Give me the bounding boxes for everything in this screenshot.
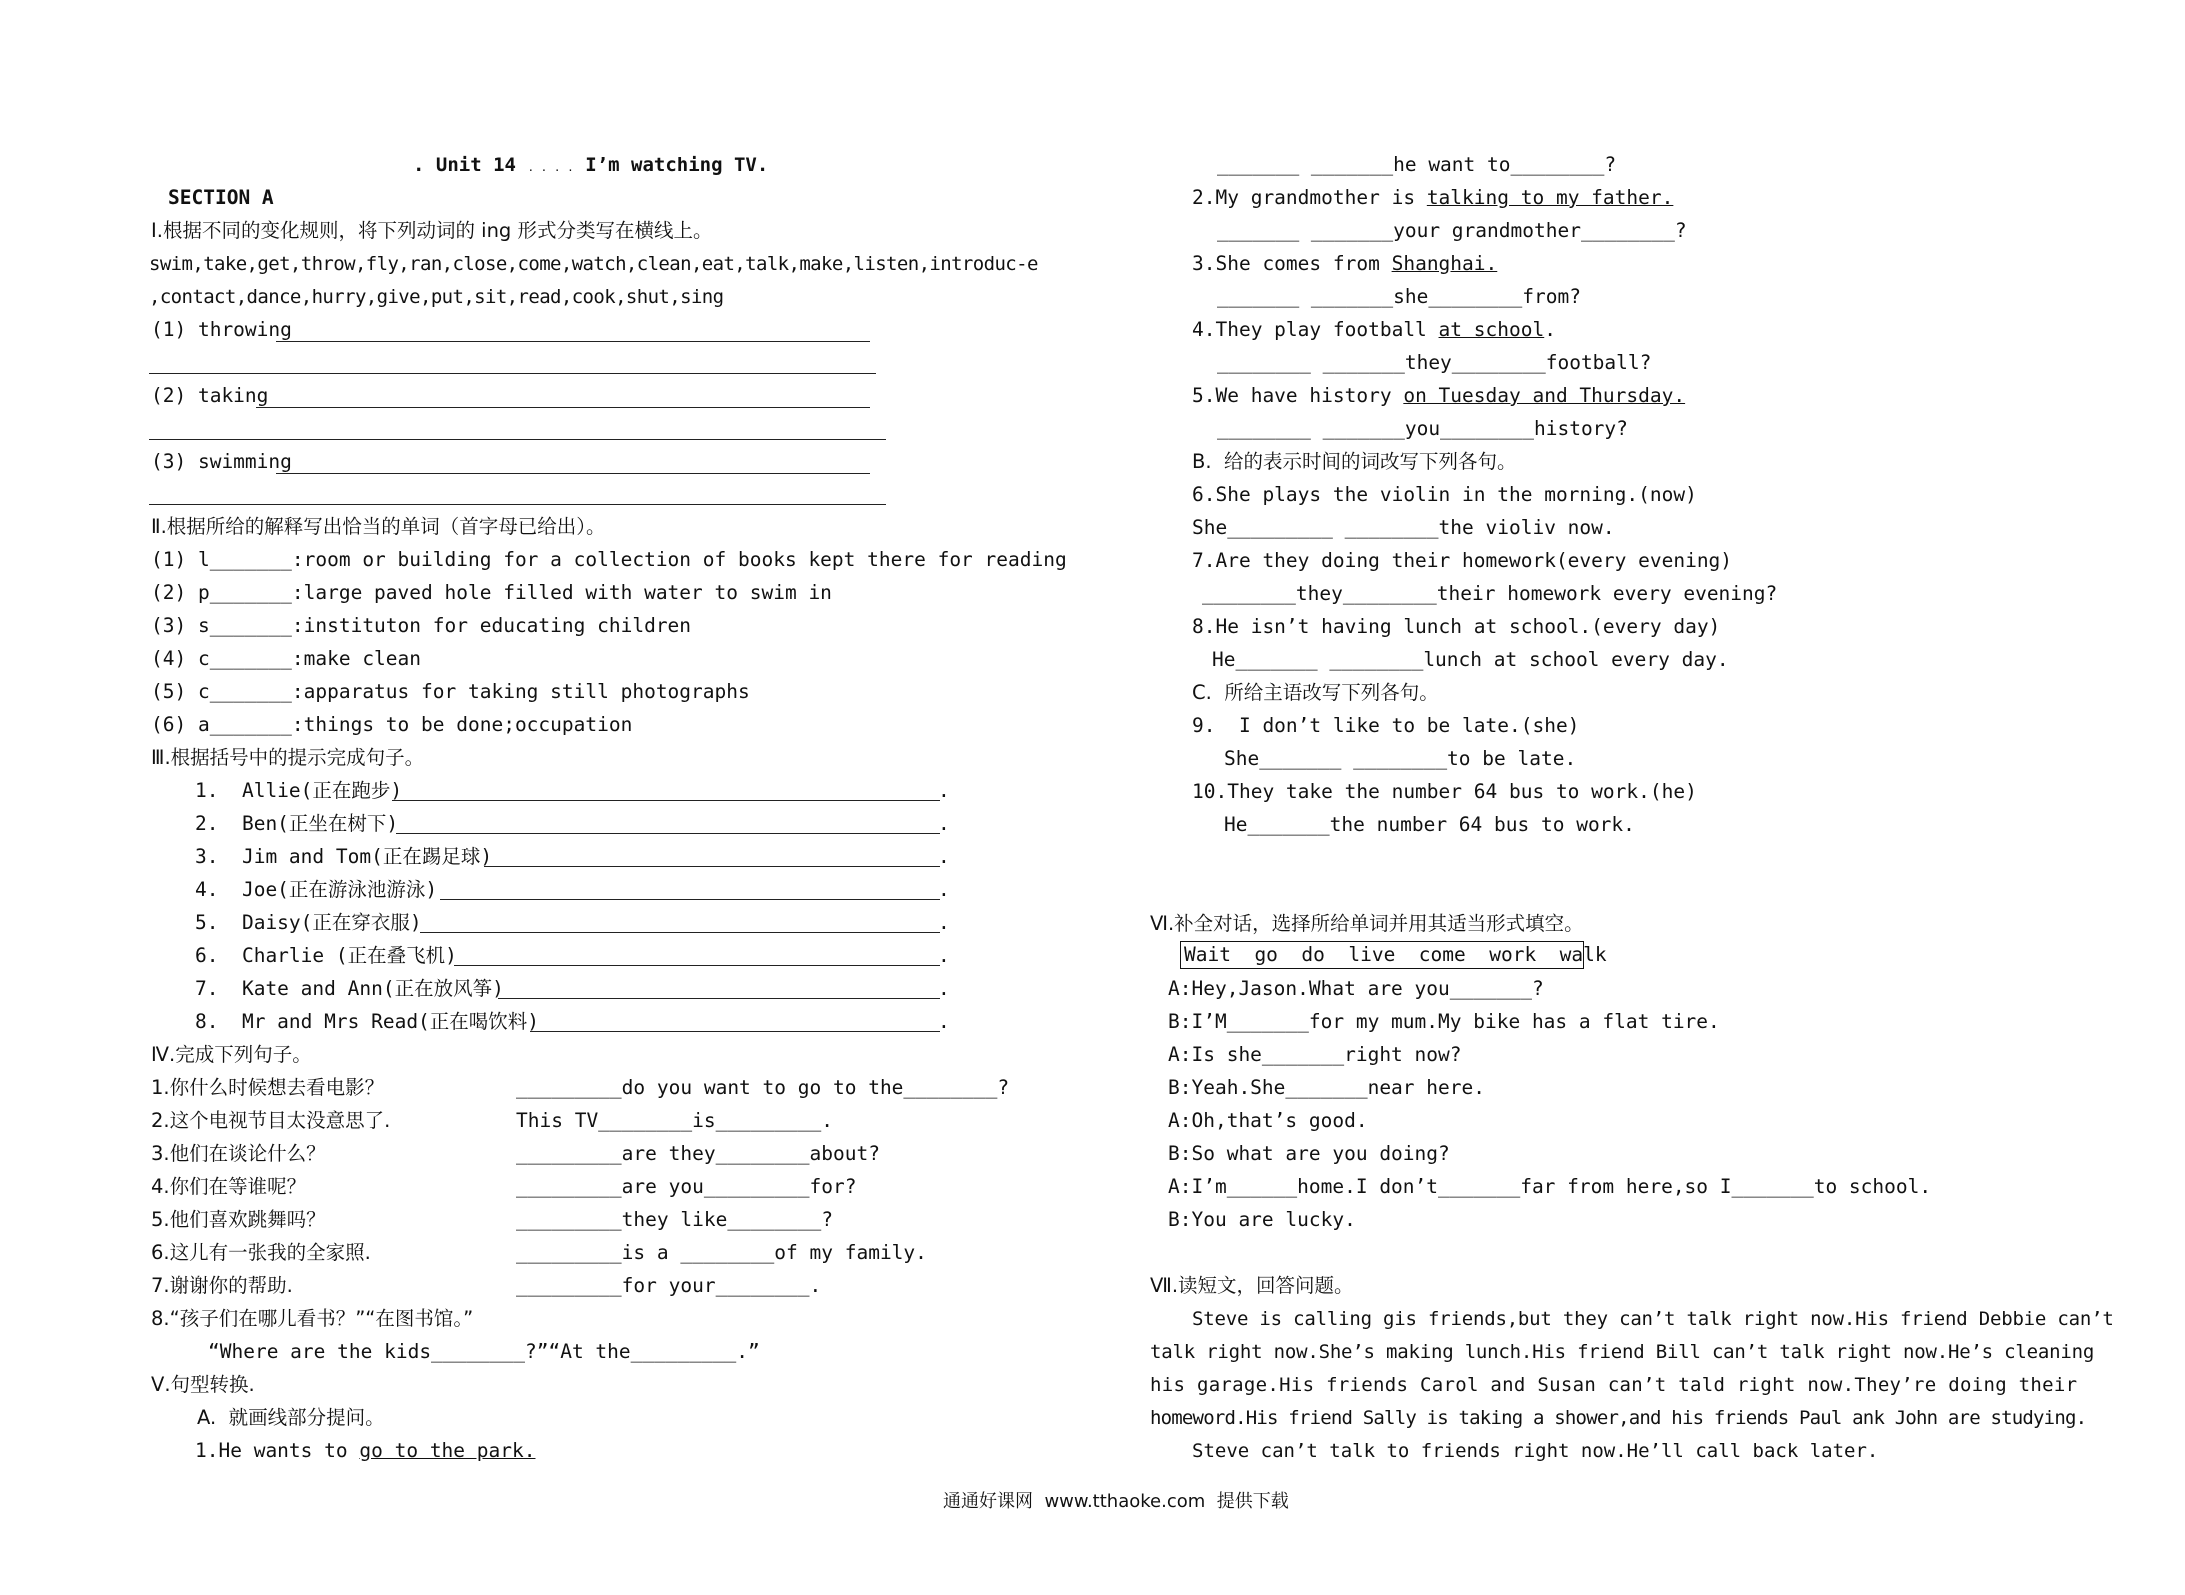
part5-heading: Ⅴ.句型转换. bbox=[151, 1373, 255, 1396]
answer-line bbox=[149, 373, 876, 374]
title-lead-dot: . bbox=[413, 154, 425, 176]
answer-line bbox=[392, 800, 940, 801]
dialogue-line: A:Hey,Jason.What are you_______? bbox=[1168, 977, 1544, 1000]
part5-q1 bbox=[195, 1439, 535, 1463]
part3-item: 5. Daisy(正在穿衣服) bbox=[195, 911, 422, 934]
answer-line bbox=[420, 932, 940, 933]
dialogue-line: B:Yeah.She_______near here. bbox=[1168, 1076, 1485, 1099]
sentence-end-period: . bbox=[938, 878, 950, 901]
part5-r8: He_______ ________lunch at school every day. bbox=[1212, 648, 1729, 671]
part4-cn: 5.他们喜欢跳舞吗？ bbox=[151, 1208, 326, 1231]
sentence-end-period: . bbox=[938, 779, 950, 802]
part5-q7: 7.Are they doing their homework(every evening) bbox=[1192, 549, 1733, 572]
dialogue-line: A:Oh,that’s good. bbox=[1168, 1109, 1368, 1132]
part2-item: (2) p_______:large paved hole filled with water to swim in bbox=[151, 581, 832, 604]
part4-cn: 4.你们在等谁呢？ bbox=[151, 1175, 307, 1198]
part1-item-2: (2) taking bbox=[151, 384, 269, 407]
part2-item: (5) c_______:apparatus for taking still photographs bbox=[151, 680, 750, 703]
part5-r10: He_______the number 64 bus to work. bbox=[1224, 813, 1635, 836]
part2-item: (6) a_______:things to be done;occupation bbox=[151, 713, 633, 736]
answer-line bbox=[454, 965, 940, 966]
part5-r9: She_______ ________to be late. bbox=[1224, 747, 1577, 770]
dialogue-line: A:Is she_______right now? bbox=[1168, 1043, 1462, 1066]
sentence-end-period: . bbox=[938, 977, 950, 1000]
passage-line: talk right now.She’s making lunch.His friend Bill can’t talk right now.He’s cleaning bbox=[1150, 1341, 2095, 1363]
part2-item: (4) c_______:make clean bbox=[151, 647, 422, 670]
part4-heading: Ⅳ.完成下列句子。 bbox=[151, 1043, 312, 1066]
title-text: I’m watching TV. bbox=[585, 154, 769, 176]
q1-text: 1.He wants to bbox=[195, 1439, 360, 1462]
q4-underlined: at school bbox=[1438, 318, 1545, 341]
part5-q3 bbox=[1192, 252, 1497, 276]
part5-a-heading: A. 就画线部分提问。 bbox=[197, 1406, 385, 1429]
part2-heading: Ⅱ.根据所给的解释写出恰当的单词（首字母已给出）。 bbox=[151, 515, 606, 538]
passage-line: his garage.His friends Carol and Susan can’t tald right now.They’re doing their bbox=[1150, 1374, 2078, 1396]
passage-line: Steve is calling gis friends,but they can’t talk right now.His friend Debbie can’t bbox=[1192, 1308, 2114, 1330]
section-heading: SECTION A bbox=[168, 186, 274, 209]
dialogue-line: B:So what are you doing? bbox=[1168, 1142, 1450, 1165]
part3-item: 8. Mr and Mrs Read(正在喝饮料) bbox=[195, 1010, 540, 1033]
answer-line bbox=[149, 504, 886, 505]
answer-line bbox=[256, 407, 870, 408]
part4-cn: 3.他们在谈论什么？ bbox=[151, 1142, 326, 1165]
part5-r5: ________ _______you________history? bbox=[1217, 417, 1628, 440]
part1-item-1: (1) throwing bbox=[151, 318, 292, 341]
part4-en: _________are you_________for? bbox=[516, 1175, 857, 1198]
part2-item: (3) s_______:instituton for educating children bbox=[151, 614, 692, 637]
answer-line bbox=[396, 833, 940, 834]
part3-item: 2. Ben(正坐在树下) bbox=[195, 812, 399, 835]
dialogue-line: A:I’m______home.I don’t_______far from here,so I_______to school. bbox=[1168, 1175, 1932, 1198]
part4-en: _________are they________about? bbox=[516, 1142, 880, 1165]
answer-line bbox=[484, 866, 940, 867]
part1-word-list-1: swim,take,get,throw,fly,ran,close,come,watch,clean,eat,talk,make,listen,introduc-e bbox=[149, 253, 1038, 275]
sentence-end-period: . bbox=[938, 845, 950, 868]
dialogue-line: B:I’M_______for my mum.My bike has a flat tire. bbox=[1168, 1010, 1720, 1033]
q4-end: . bbox=[1544, 318, 1556, 341]
part7-heading: Ⅶ.读短文，回答问题。 bbox=[1150, 1274, 1354, 1297]
part5-q4 bbox=[1192, 318, 1556, 342]
part5-q5 bbox=[1192, 384, 1685, 408]
title-unit: Unit 14 bbox=[435, 154, 516, 176]
part1-item-3: (3) swimming bbox=[151, 450, 292, 473]
part1-word-list-2: ,contact,dance,hurry,give,put,sit,read,cook,shut,sing bbox=[149, 286, 724, 308]
q3-underlined: Shanghai. bbox=[1391, 252, 1498, 275]
q3-text: 3.She comes from bbox=[1192, 252, 1392, 275]
part3-item: 4. Joe(正在游泳池游泳) bbox=[195, 878, 438, 901]
part6-heading: Ⅵ.补全对话，选择所给单词并用其适当形式填空。 bbox=[1150, 912, 1584, 935]
answer-line bbox=[276, 473, 870, 474]
part5-c-heading: C. 所给主语改写下列各句。 bbox=[1192, 681, 1439, 704]
part4-cn: 1.你什么时候想去看电影？ bbox=[151, 1076, 385, 1099]
footer-credit: 通通好课网 www.tthaoke.com 提供下载 bbox=[943, 1491, 1289, 1512]
part5-q10: 10.They take the number 64 bus to work.(he) bbox=[1192, 780, 1697, 803]
part5-r2: _______ _______your grandmother________? bbox=[1217, 219, 1687, 242]
sentence-end-period: . bbox=[938, 911, 950, 934]
word-box-text: Wait go do live come work walk bbox=[1184, 943, 1607, 966]
part4-en: _________they like________? bbox=[516, 1208, 833, 1231]
answer-line bbox=[530, 1031, 940, 1032]
part3-item: 3. Jim and Tom(正在踢足球) bbox=[195, 845, 493, 868]
part4-cn: 2.这个电视节目太没意思了. bbox=[151, 1109, 391, 1132]
part5-r6: She_________ ________the violiv now. bbox=[1192, 516, 1615, 539]
part1-heading: Ⅰ.根据不同的变化规则，将下列动词的 ing 形式分类写在横线上。 bbox=[151, 219, 713, 242]
part5-q2 bbox=[1192, 186, 1673, 210]
part5-r1: _______ _______he want to________? bbox=[1217, 153, 1617, 176]
answer-line bbox=[498, 998, 940, 999]
sentence-end-period: . bbox=[938, 944, 950, 967]
part4-en: _________do you want to go to the________? bbox=[516, 1076, 1010, 1099]
part5-q6: 6.She plays the violin in the morning.(now) bbox=[1192, 483, 1697, 506]
part3-heading: Ⅲ.根据括号中的提示完成句子。 bbox=[151, 746, 425, 769]
part5-b-heading: B. 给的表示时间的词改写下列各句。 bbox=[1192, 450, 1517, 473]
part4-cn: 7.谢谢你的帮助. bbox=[151, 1274, 293, 1297]
q2-underlined: talking to my father. bbox=[1426, 186, 1674, 209]
part5-r7: ________they________their homework every evening? bbox=[1202, 582, 1778, 605]
answer-line bbox=[276, 341, 870, 342]
sentence-end-period: . bbox=[938, 1010, 950, 1033]
passage-line: homeword.His friend Sally is taking a shower,and his friends Paul ank John are studying. bbox=[1150, 1407, 2087, 1429]
part5-q8: 8.He isn’t having lunch at school.(every day) bbox=[1192, 615, 1721, 638]
part3-item: 7. Kate and Ann(正在放风筝) bbox=[195, 977, 504, 1000]
part3-item: 1. Allie(正在跑步) bbox=[195, 779, 403, 802]
part2-item: (1) l_______:room or building for a collection of books kept there for reading bbox=[151, 548, 1067, 571]
unit-title bbox=[413, 153, 768, 180]
part5-r3: _______ _______she________from? bbox=[1217, 285, 1581, 308]
answer-line bbox=[440, 899, 940, 900]
part4-q8-cn: 8.“孩子们在哪儿看书？”“在图书馆。” bbox=[151, 1307, 474, 1330]
q4-text: 4.They play football bbox=[1192, 318, 1439, 341]
part4-en: _________is a ________of my family. bbox=[516, 1241, 927, 1264]
title-dots: . . . . bbox=[527, 161, 574, 174]
q5-text: 5.We have history bbox=[1192, 384, 1404, 407]
part4-en: _________for your________. bbox=[516, 1274, 822, 1297]
passage-line: Steve can’t talk to friends right now.He’ll call back later. bbox=[1192, 1440, 1879, 1462]
part5-r4: ________ _______they________football? bbox=[1217, 351, 1652, 374]
dialogue-line: B:You are lucky. bbox=[1168, 1208, 1356, 1231]
q2-text: 2.My grandmother is bbox=[1192, 186, 1427, 209]
part4-cn: 6.这儿有一张我的全家照. bbox=[151, 1241, 371, 1264]
q1-underlined: go to the park. bbox=[359, 1439, 536, 1462]
part4-en: This TV________is_________. bbox=[516, 1109, 833, 1132]
part4-q8-en: “Where are the kids________?”“At the_________.” bbox=[208, 1340, 760, 1363]
sentence-end-period: . bbox=[938, 812, 950, 835]
part5-q9: 9. I don’t like to be late.(she) bbox=[1192, 714, 1580, 737]
part3-item: 6. Charlie (正在叠飞机) bbox=[195, 944, 457, 967]
answer-line bbox=[149, 439, 886, 440]
q5-underlined: on Tuesday and Thursday. bbox=[1403, 384, 1686, 407]
